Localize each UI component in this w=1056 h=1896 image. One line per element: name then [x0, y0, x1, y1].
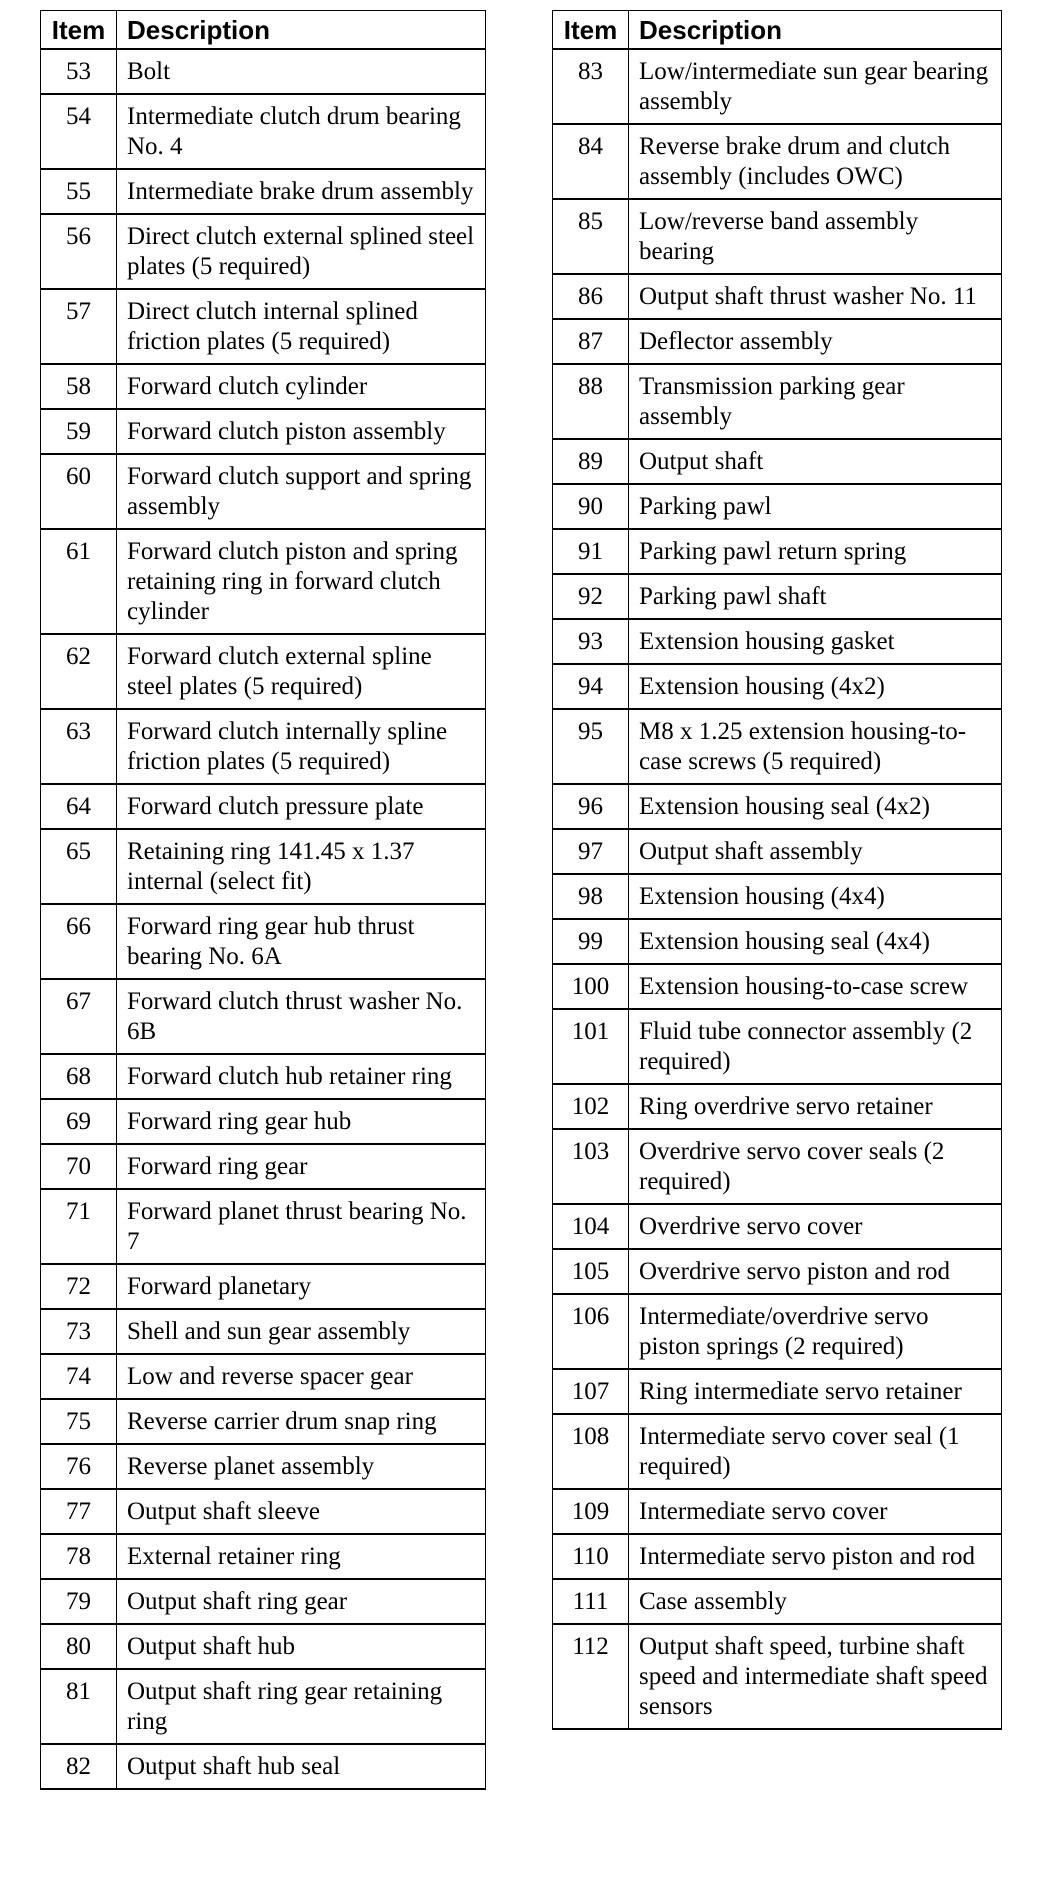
item-number: 66	[41, 904, 117, 979]
item-number: 65	[41, 829, 117, 904]
item-description: Forward clutch internally spline friction plates (5 required)	[117, 709, 486, 784]
table-row	[553, 829, 1002, 874]
item-description: Forward ring gear hub	[117, 1099, 486, 1144]
item-description: Extension housing (4x2)	[629, 664, 1002, 709]
table-row	[41, 1099, 486, 1144]
item-number: 72	[41, 1264, 117, 1309]
table-row	[553, 964, 1002, 1009]
item-number: 58	[41, 364, 117, 409]
item-number: 97	[553, 829, 629, 874]
item-description: Ring intermediate servo retainer	[629, 1369, 1002, 1414]
item-description: Low/intermediate sun gear bearing assembly	[629, 49, 1002, 124]
item-description: Output shaft assembly	[629, 829, 1002, 874]
item-description: Overdrive servo cover	[629, 1204, 1002, 1249]
item-number: 112	[553, 1624, 629, 1729]
item-number: 81	[41, 1669, 117, 1744]
item-number: 71	[41, 1189, 117, 1264]
table-row	[41, 634, 486, 709]
table-row	[41, 169, 486, 214]
table-row	[553, 124, 1002, 199]
item-number: 55	[41, 169, 117, 214]
table-row	[553, 874, 1002, 919]
table-row	[553, 274, 1002, 319]
item-number: 86	[553, 274, 629, 319]
table-row	[41, 1309, 486, 1354]
item-description: Output shaft sleeve	[117, 1489, 486, 1534]
table-row	[553, 439, 1002, 484]
item-number: 84	[553, 124, 629, 199]
table-row	[553, 1249, 1002, 1294]
table-row	[553, 1579, 1002, 1624]
table-row	[41, 94, 486, 169]
item-description: Bolt	[117, 49, 486, 94]
item-description: Extension housing (4x4)	[629, 874, 1002, 919]
item-description: Low and reverse spacer gear	[117, 1354, 486, 1399]
item-number: 74	[41, 1354, 117, 1399]
item-number: 85	[553, 199, 629, 274]
item-description: Forward planet thrust bearing No. 7	[117, 1189, 486, 1264]
item-number: 99	[553, 919, 629, 964]
item-description: Output shaft hub seal	[117, 1744, 486, 1789]
column-header-description: Description	[629, 11, 1002, 50]
item-number: 80	[41, 1624, 117, 1669]
table-row	[41, 1399, 486, 1444]
table-row	[41, 289, 486, 364]
item-description: Shell and sun gear assembly	[117, 1309, 486, 1354]
item-description: Fluid tube connector assembly (2 required)	[629, 1009, 1002, 1084]
item-number: 68	[41, 1054, 117, 1099]
item-number: 78	[41, 1534, 117, 1579]
table-row	[553, 709, 1002, 784]
item-number: 82	[41, 1744, 117, 1789]
item-description: Reverse planet assembly	[117, 1444, 486, 1489]
table-row	[41, 904, 486, 979]
item-number: 60	[41, 454, 117, 529]
item-number: 87	[553, 319, 629, 364]
item-description: Forward ring gear	[117, 1144, 486, 1189]
item-description: Extension housing gasket	[629, 619, 1002, 664]
item-number: 64	[41, 784, 117, 829]
table-row	[41, 1444, 486, 1489]
item-description: Parking pawl	[629, 484, 1002, 529]
table-row	[41, 529, 486, 634]
table-row	[553, 1369, 1002, 1414]
item-description: Intermediate servo cover seal (1 required)	[629, 1414, 1002, 1489]
item-number: 67	[41, 979, 117, 1054]
item-number: 75	[41, 1399, 117, 1444]
table-row	[553, 319, 1002, 364]
item-number: 69	[41, 1099, 117, 1144]
item-number: 93	[553, 619, 629, 664]
table-row	[553, 1414, 1002, 1489]
table-row	[41, 49, 486, 94]
item-description: Forward clutch piston assembly	[117, 409, 486, 454]
item-number: 105	[553, 1249, 629, 1294]
item-number: 57	[41, 289, 117, 364]
item-description: Extension housing-to-case screw	[629, 964, 1002, 1009]
table-row	[553, 1084, 1002, 1129]
item-description: Low/reverse band assembly bearing	[629, 199, 1002, 274]
table-row	[41, 1189, 486, 1264]
table-row	[553, 1129, 1002, 1204]
item-description: External retainer ring	[117, 1534, 486, 1579]
item-description: Deflector assembly	[629, 319, 1002, 364]
table-row	[553, 574, 1002, 619]
column-header-item: Item	[553, 11, 629, 50]
item-number: 102	[553, 1084, 629, 1129]
item-description: Extension housing seal (4x2)	[629, 784, 1002, 829]
table-header-row	[41, 11, 486, 50]
item-number: 79	[41, 1579, 117, 1624]
table-row	[553, 199, 1002, 274]
item-number: 76	[41, 1444, 117, 1489]
item-description: Overdrive servo piston and rod	[629, 1249, 1002, 1294]
table-row	[41, 1354, 486, 1399]
column-header-item: Item	[41, 11, 117, 50]
item-number: 92	[553, 574, 629, 619]
item-number: 94	[553, 664, 629, 709]
table-row	[41, 409, 486, 454]
table-row	[41, 364, 486, 409]
item-number: 104	[553, 1204, 629, 1249]
table-row	[553, 1009, 1002, 1084]
table-row	[553, 484, 1002, 529]
table-row	[41, 1669, 486, 1744]
table-row	[553, 1624, 1002, 1729]
item-number: 106	[553, 1294, 629, 1369]
item-number: 103	[553, 1129, 629, 1204]
item-description: Output shaft hub	[117, 1624, 486, 1669]
table-row	[553, 784, 1002, 829]
table-row	[553, 1489, 1002, 1534]
parts-table-left-body	[41, 49, 486, 1789]
item-number: 54	[41, 94, 117, 169]
parts-table-right-body	[553, 49, 1002, 1729]
table-row	[41, 1534, 486, 1579]
table-row	[553, 364, 1002, 439]
table-header-row	[553, 11, 1002, 50]
item-description: Output shaft ring gear	[117, 1579, 486, 1624]
item-description: Reverse carrier drum snap ring	[117, 1399, 486, 1444]
table-row	[553, 919, 1002, 964]
table-row	[553, 1534, 1002, 1579]
item-number: 53	[41, 49, 117, 94]
item-description: Forward ring gear hub thrust bearing No. 6A	[117, 904, 486, 979]
item-number: 107	[553, 1369, 629, 1414]
parts-table-left	[40, 10, 486, 1790]
table-row	[41, 829, 486, 904]
item-description: Direct clutch internal splined friction plates (5 required)	[117, 289, 486, 364]
table-row	[41, 979, 486, 1054]
item-number: 89	[553, 439, 629, 484]
item-description: Forward clutch external spline steel plates (5 required)	[117, 634, 486, 709]
item-description: Overdrive servo cover seals (2 required)	[629, 1129, 1002, 1204]
item-number: 88	[553, 364, 629, 439]
item-description: M8 x 1.25 extension housing-to-case screws (5 required)	[629, 709, 1002, 784]
item-number: 100	[553, 964, 629, 1009]
table-row	[41, 709, 486, 784]
table-row	[41, 1054, 486, 1099]
table-row	[41, 1489, 486, 1534]
item-description: Extension housing seal (4x4)	[629, 919, 1002, 964]
item-description: Transmission parking gear assembly	[629, 364, 1002, 439]
item-number: 73	[41, 1309, 117, 1354]
item-number: 90	[553, 484, 629, 529]
table-row	[553, 529, 1002, 574]
item-number: 110	[553, 1534, 629, 1579]
table-row	[41, 1579, 486, 1624]
item-description: Forward clutch hub retainer ring	[117, 1054, 486, 1099]
table-row	[41, 1744, 486, 1789]
item-description: Output shaft speed, turbine shaft speed and intermediate shaft speed sensors	[629, 1624, 1002, 1729]
item-number: 111	[553, 1579, 629, 1624]
table-row	[553, 49, 1002, 124]
item-number: 98	[553, 874, 629, 919]
item-description: Retaining ring 141.45 x 1.37 internal (select fit)	[117, 829, 486, 904]
item-number: 91	[553, 529, 629, 574]
table-row	[553, 1294, 1002, 1369]
item-description: Forward clutch thrust washer No. 6B	[117, 979, 486, 1054]
item-description: Forward planetary	[117, 1264, 486, 1309]
item-number: 95	[553, 709, 629, 784]
item-description: Parking pawl shaft	[629, 574, 1002, 619]
item-description: Parking pawl return spring	[629, 529, 1002, 574]
item-description: Forward clutch support and spring assembly	[117, 454, 486, 529]
table-row	[41, 1264, 486, 1309]
table-row	[553, 619, 1002, 664]
item-description: Ring overdrive servo retainer	[629, 1084, 1002, 1129]
item-number: 83	[553, 49, 629, 124]
item-number: 70	[41, 1144, 117, 1189]
item-description: Reverse brake drum and clutch assembly (includes OWC)	[629, 124, 1002, 199]
item-number: 63	[41, 709, 117, 784]
column-header-description: Description	[117, 11, 486, 50]
item-description: Forward clutch cylinder	[117, 364, 486, 409]
parts-table-right	[552, 10, 1002, 1730]
item-description: Output shaft	[629, 439, 1002, 484]
item-description: Output shaft thrust washer No. 11	[629, 274, 1002, 319]
item-number: 101	[553, 1009, 629, 1084]
item-number: 56	[41, 214, 117, 289]
item-number: 108	[553, 1414, 629, 1489]
table-row	[41, 1144, 486, 1189]
item-description: Intermediate/overdrive servo piston springs (2 required)	[629, 1294, 1002, 1369]
item-number: 61	[41, 529, 117, 634]
item-description: Intermediate brake drum assembly	[117, 169, 486, 214]
item-number: 77	[41, 1489, 117, 1534]
item-number: 109	[553, 1489, 629, 1534]
item-number: 59	[41, 409, 117, 454]
item-description: Direct clutch external splined steel plates (5 required)	[117, 214, 486, 289]
table-row	[41, 214, 486, 289]
item-description: Intermediate servo piston and rod	[629, 1534, 1002, 1579]
item-description: Forward clutch piston and spring retaining ring in forward clutch cylinder	[117, 529, 486, 634]
table-row	[41, 1624, 486, 1669]
item-description: Case assembly	[629, 1579, 1002, 1624]
table-row	[553, 664, 1002, 709]
item-number: 62	[41, 634, 117, 709]
item-description: Forward clutch pressure plate	[117, 784, 486, 829]
table-row	[41, 454, 486, 529]
item-description: Output shaft ring gear retaining ring	[117, 1669, 486, 1744]
table-row	[553, 1204, 1002, 1249]
item-number: 96	[553, 784, 629, 829]
item-description: Intermediate servo cover	[629, 1489, 1002, 1534]
table-row	[41, 784, 486, 829]
item-description: Intermediate clutch drum bearing No. 4	[117, 94, 486, 169]
